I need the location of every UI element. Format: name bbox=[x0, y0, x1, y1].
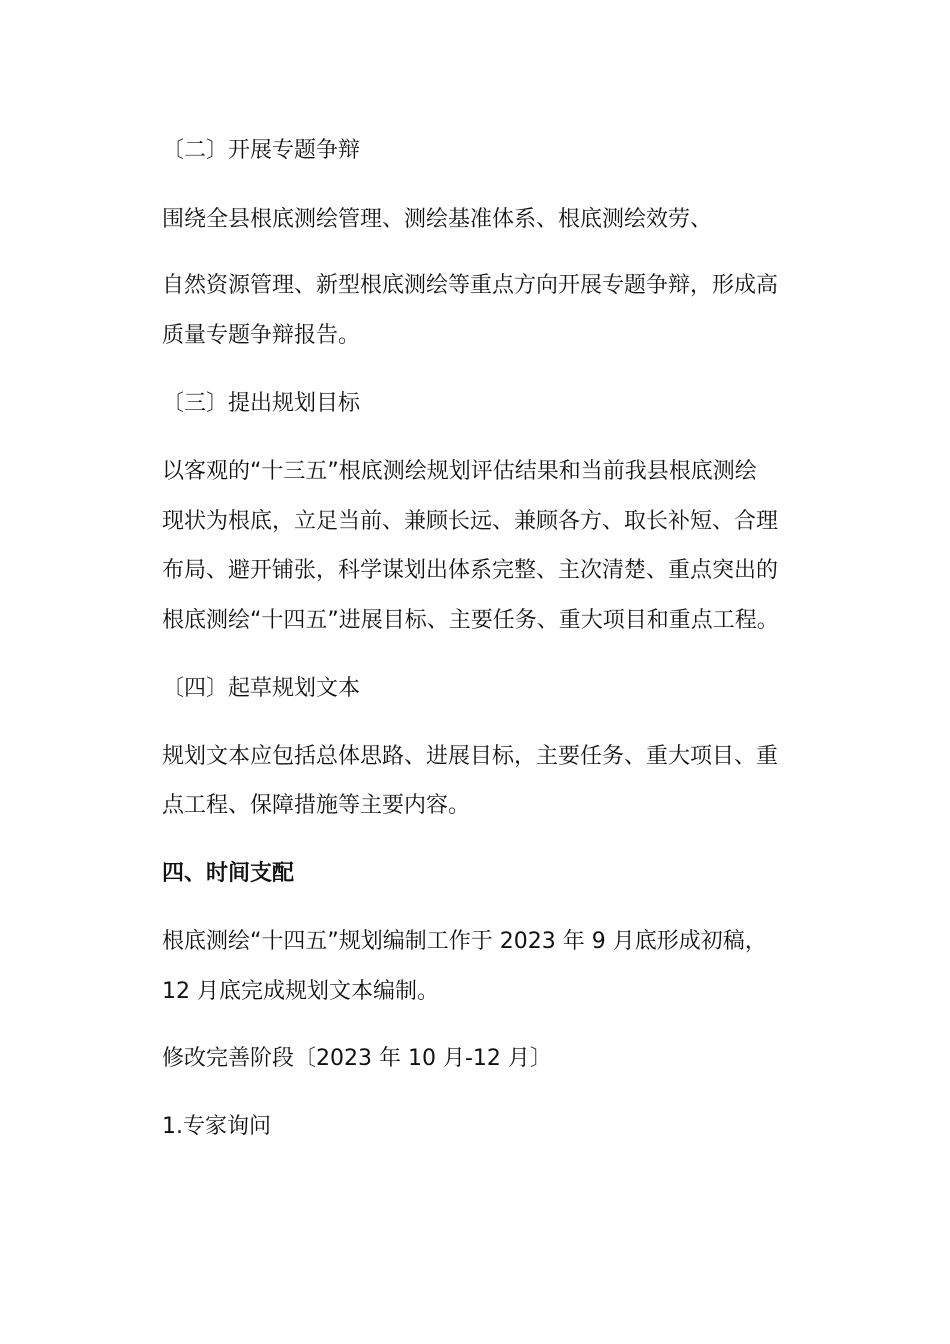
section-3-paragraph-line-4: 根底测绘“十四五”进展目标、主要任务、重大项目和重点工程。 bbox=[162, 608, 779, 633]
section-3-heading: 〔三〕提出规划目标 bbox=[162, 391, 361, 416]
section-4-paragraph-line-2: 点工程、保障措施等主要内容。 bbox=[162, 793, 471, 818]
section-3-paragraph-line-2: 现状为根底，立足当前、兼顾长远、兼顾各方、取长补短、合理 bbox=[162, 509, 779, 534]
section-2-heading: 〔二〕开展专题争辩 bbox=[162, 138, 361, 163]
section-2-paragraph-2-line-1: 自然资源管理、新型根底测绘等重点方向开展专题争辩，形成高 bbox=[162, 273, 779, 298]
chapter-4-heading: 四、时间支配 bbox=[162, 861, 295, 886]
revision-stage-line: 修改完善阶段〔2023 年 10 月-12 月〕 bbox=[162, 1046, 552, 1071]
section-2-paragraph-2-line-2: 质量专题争辩报告。 bbox=[162, 323, 361, 348]
section-3-paragraph-line-3: 布局、避开铺张，科学谋划出体系完整、主次清楚、重点突出的 bbox=[162, 558, 779, 583]
section-4-paragraph-line-1: 规划文本应包括总体思路、进展目标，主要任务、重大项目、重 bbox=[162, 744, 779, 769]
timeline-paragraph-line-2: 12 月底完成规划文本编制。 bbox=[162, 979, 439, 1004]
timeline-paragraph-line-1: 根底测绘“十四五”规划编制工作于 2023 年 9 月底形成初稿， bbox=[162, 929, 767, 954]
section-3-paragraph-line-1: 以客观的“十三五”根底测绘规划评估结果和当前我县根底测绘 bbox=[162, 459, 757, 484]
section-4-heading: 〔四〕起草规划文本 bbox=[162, 676, 361, 701]
section-2-paragraph-1: 围绕全县根底测绘管理、测绘基准体系、根底测绘效劳、 bbox=[162, 207, 713, 232]
list-item-expert-consultation: 1.专家询问 bbox=[162, 1114, 271, 1139]
